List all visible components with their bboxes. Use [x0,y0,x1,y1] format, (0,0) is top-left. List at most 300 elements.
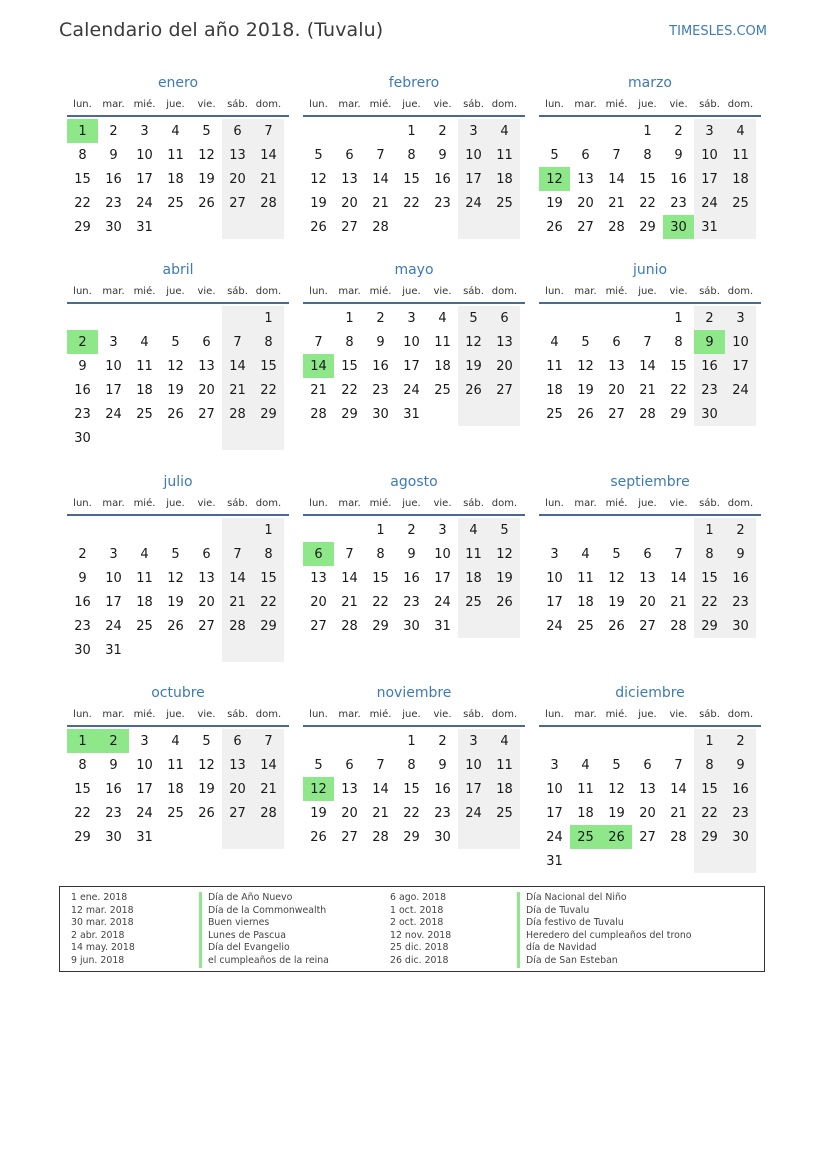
day-cell: 28 [372,829,389,845]
weekday-label: lun. [545,497,564,509]
day-cell: 25 [489,801,520,825]
day-cell: 13 [222,753,253,777]
day-cell: 10 [725,330,756,354]
weekday-label: vie. [197,98,216,110]
empty-day-cell [570,306,601,330]
empty-day-cell [489,215,520,239]
weekday-label: mié. [605,285,628,297]
month-name: marzo [628,75,672,91]
day-cell: 30 [725,825,756,849]
day-cell: 18 [489,167,520,191]
empty-day-cell [601,518,632,542]
day-cell: 15 [403,171,420,187]
page-title: Calendario del año 2018. (Tuvalu) [59,19,384,41]
day-cell: 16 [74,594,91,610]
weekday-label: dom. [255,708,282,720]
legend-holiday-name: día de Navidad [517,942,692,955]
day-cell: 6 [222,119,253,143]
empty-day-cell [601,849,632,873]
empty-day-cell [129,306,160,330]
weekday-header [539,703,761,727]
day-cell: 24 [694,191,725,215]
legend-holiday-name: Día de San Esteban [517,955,692,968]
day-cell: 4 [489,729,520,753]
empty-day-cell [191,638,222,662]
day-cell: 20 [341,805,358,821]
empty-day-cell [160,215,191,239]
day-cell: 7 [253,729,284,753]
day-cell: 12 [608,570,625,586]
day-cell: 29 [694,825,725,849]
day-cell: 7 [376,147,385,163]
day-cell: 16 [694,354,725,378]
weekday-label: mar. [574,497,597,509]
day-cell: 25 [546,406,563,422]
day-cell: 2 [694,306,725,330]
day-cell: 13 [341,171,358,187]
day-cell: 3 [109,334,118,350]
empty-day-cell [570,119,601,143]
empty-day-cell [663,518,694,542]
day-cell: 17 [546,594,563,610]
empty-day-cell [222,215,253,239]
month-noviembre [303,683,525,849]
empty-day-cell [129,638,160,662]
day-cell: 15 [74,781,91,797]
day-cell: 6 [643,546,652,562]
day-cell: 29 [639,219,656,235]
day-cell: 28 [222,614,253,638]
day-cell: 27 [341,219,358,235]
month-name: agosto [390,474,438,490]
day-cell: 16 [725,777,756,801]
day-cell: 31 [403,406,420,422]
day-cell: 11 [577,570,594,586]
day-cell: 9 [438,147,447,163]
day-cell: 22 [639,195,656,211]
day-cell: 15 [372,570,389,586]
day-cell: 8 [253,330,284,354]
legend-dates-left [71,892,135,968]
day-grid [303,117,525,239]
day-cell: 15 [694,566,725,590]
weekday-label: mié. [605,497,628,509]
legend-dates-right [390,892,451,968]
day-cell: 18 [434,358,451,374]
day-cell: 1 [253,518,284,542]
day-cell: 13 [341,781,358,797]
weekday-label: mié. [369,285,392,297]
day-cell: 6 [612,334,621,350]
day-cell: 9 [438,757,447,773]
empty-day-cell [222,306,253,330]
day-cell: 25 [167,805,184,821]
day-cell: 18 [136,594,153,610]
day-cell: 3 [438,522,447,538]
day-cell: 2 [78,546,87,562]
weekday-label: jue. [638,497,657,509]
weekday-label: dom. [255,98,282,110]
site-link[interactable]: TIMESLES.COM [669,24,767,39]
empty-day-cell [489,825,520,849]
month-name: febrero [388,75,440,91]
legend-holiday-name: Día del Evangelio [199,942,329,955]
day-cell: 10 [434,546,451,562]
day-cell: 24 [105,406,122,422]
day-cell: 26 [577,406,594,422]
day-cell: 21 [341,594,358,610]
month-name: julio [163,474,193,490]
day-cell: 13 [489,330,520,354]
day-cell: 17 [546,805,563,821]
holiday-day-cell: 2 [67,330,98,354]
weekday-label: mar. [102,285,125,297]
day-cell: 29 [372,618,389,634]
day-cell: 28 [670,829,687,845]
weekday-header [539,492,761,516]
empty-day-cell [539,729,570,753]
day-cell: 21 [372,195,389,211]
day-cell: 29 [253,402,284,426]
day-cell: 27 [608,406,625,422]
day-cell: 2 [725,518,756,542]
day-cell: 21 [222,378,253,402]
day-cell: 23 [725,801,756,825]
day-cell: 7 [222,542,253,566]
day-cell: 2 [674,123,683,139]
day-cell: 20 [489,354,520,378]
day-cell: 22 [341,382,358,398]
day-cell: 23 [105,805,122,821]
day-cell: 15 [670,358,687,374]
day-cell: 22 [403,805,420,821]
day-cell: 6 [581,147,590,163]
weekday-label: vie. [669,98,688,110]
weekday-label: mié. [605,98,628,110]
weekday-label: mar. [102,98,125,110]
weekday-label: jue. [166,98,185,110]
empty-day-cell [160,426,191,450]
weekday-label: mié. [133,497,156,509]
holiday-day-cell: 26 [601,825,632,849]
month-name: septiembre [610,474,690,490]
day-cell: 22 [694,801,725,825]
weekday-label: vie. [433,285,452,297]
day-cell: 30 [725,614,756,638]
day-cell: 7 [674,757,683,773]
day-cell: 11 [136,358,153,374]
month-septiembre [539,472,761,638]
day-cell: 4 [171,123,180,139]
weekday-label: vie. [197,497,216,509]
day-cell: 17 [694,167,725,191]
empty-day-cell [191,518,222,542]
day-cell: 14 [372,781,389,797]
day-cell: 1 [407,123,416,139]
day-cell: 22 [372,594,389,610]
legend-date: 25 dic. 2018 [390,942,449,954]
day-cell: 28 [639,406,656,422]
legend-date: 30 mar. 2018 [71,917,134,929]
day-cell: 27 [198,406,215,422]
empty-day-cell [570,729,601,753]
weekday-label: sáb. [463,98,484,110]
day-grid [67,727,289,849]
day-cell: 24 [136,805,153,821]
weekday-label: dom. [491,98,518,110]
weekday-label: lun. [309,285,328,297]
day-cell: 26 [167,406,184,422]
day-cell: 17 [434,570,451,586]
day-cell: 6 [202,334,211,350]
day-cell: 19 [310,195,327,211]
weekday-label: mié. [133,708,156,720]
weekday-label: sáb. [699,98,720,110]
day-cell: 28 [310,406,327,422]
empty-day-cell [191,825,222,849]
empty-day-cell [160,825,191,849]
legend-holiday-name: Día festivo de Tuvalu [517,917,692,930]
day-cell: 25 [725,191,756,215]
day-cell: 17 [136,171,153,187]
month-agosto [303,472,525,638]
day-cell: 11 [577,781,594,797]
day-cell: 21 [670,594,687,610]
day-cell: 10 [105,358,122,374]
day-cell: 23 [725,590,756,614]
weekday-label: sáb. [227,497,248,509]
weekday-label: dom. [727,285,754,297]
weekday-header [539,280,761,304]
legend-holiday-name: Buen viernes [199,917,329,930]
day-cell: 5 [612,757,621,773]
day-cell: 13 [577,171,594,187]
day-cell: 24 [434,594,451,610]
day-cell: 5 [171,334,180,350]
day-cell: 23 [670,195,687,211]
day-cell: 9 [725,542,756,566]
day-cell: 31 [546,853,563,869]
day-cell: 24 [546,618,563,634]
day-cell: 15 [639,171,656,187]
weekday-label: dom. [491,708,518,720]
day-cell: 4 [581,546,590,562]
day-cell: 16 [74,382,91,398]
empty-day-cell [253,215,284,239]
day-cell: 30 [74,430,91,446]
weekday-label: vie. [669,497,688,509]
empty-day-cell [303,729,334,753]
day-cell: 12 [489,542,520,566]
weekday-label: lun. [73,497,92,509]
day-cell: 3 [694,119,725,143]
day-cell: 23 [74,618,91,634]
weekday-label: mar. [574,285,597,297]
day-cell: 8 [345,334,354,350]
day-cell: 21 [639,382,656,398]
weekday-label: jue. [638,285,657,297]
empty-day-cell [160,306,191,330]
empty-day-cell [489,614,520,638]
day-cell: 19 [608,805,625,821]
day-cell: 10 [136,147,153,163]
empty-day-cell [98,518,129,542]
day-cell: 17 [136,781,153,797]
weekday-label: mié. [605,708,628,720]
day-cell: 8 [407,757,416,773]
day-cell: 21 [372,805,389,821]
weekday-label: jue. [638,708,657,720]
weekday-label: mar. [102,708,125,720]
day-cell: 16 [725,566,756,590]
empty-day-cell [67,518,98,542]
day-cell: 27 [639,618,656,634]
holiday-legend [59,886,765,972]
holiday-day-cell: 6 [303,542,334,566]
day-cell: 18 [489,777,520,801]
weekday-label: sáb. [463,497,484,509]
legend-date: 2 oct. 2018 [390,917,444,929]
day-cell: 9 [78,358,87,374]
day-cell: 14 [372,171,389,187]
day-cell: 20 [198,382,215,398]
weekday-label: vie. [197,285,216,297]
day-cell: 26 [167,618,184,634]
weekday-label: dom. [727,98,754,110]
weekday-label: sáb. [699,708,720,720]
weekday-header [67,703,289,727]
empty-day-cell [98,306,129,330]
day-cell: 13 [639,570,656,586]
month-name: abril [162,262,194,278]
day-cell: 18 [725,167,756,191]
day-cell: 7 [345,546,354,562]
weekday-label: mar. [338,497,361,509]
weekday-label: jue. [402,98,421,110]
day-cell: 26 [310,829,327,845]
day-cell: 2 [438,123,447,139]
month-name: enero [157,75,199,91]
day-cell: 4 [725,119,756,143]
day-cell: 15 [403,781,420,797]
empty-day-cell [570,518,601,542]
weekday-header [67,280,289,304]
day-cell: 12 [310,171,327,187]
day-cell: 14 [253,753,284,777]
empty-day-cell [222,426,253,450]
legend-names-left [199,892,329,968]
month-name: octubre [151,685,205,701]
day-cell: 13 [198,358,215,374]
day-cell: 9 [109,147,118,163]
day-cell: 24 [458,801,489,825]
day-cell: 12 [198,147,215,163]
day-cell: 19 [577,382,594,398]
holiday-day-cell: 9 [694,330,725,354]
day-cell: 12 [608,781,625,797]
day-cell: 18 [167,781,184,797]
day-cell: 27 [639,829,656,845]
day-cell: 9 [78,570,87,586]
day-cell: 16 [434,781,451,797]
day-cell: 29 [341,406,358,422]
day-cell: 21 [670,805,687,821]
day-cell: 23 [74,406,91,422]
holiday-day-cell: 25 [570,825,601,849]
day-cell: 2 [407,522,416,538]
empty-day-cell [334,518,365,542]
empty-day-cell [191,215,222,239]
day-cell: 6 [202,546,211,562]
empty-day-cell [489,402,520,426]
day-cell: 27 [222,191,253,215]
day-cell: 14 [341,570,358,586]
day-cell: 18 [546,382,563,398]
month-mayo [303,260,525,426]
day-cell: 3 [407,310,416,326]
weekday-label: jue. [402,285,421,297]
day-cell: 26 [546,219,563,235]
day-cell: 31 [105,642,122,658]
day-cell: 30 [372,406,389,422]
weekday-label: mar. [574,708,597,720]
weekday-label: mar. [338,98,361,110]
day-cell: 13 [608,358,625,374]
day-cell: 26 [198,195,215,211]
day-cell: 20 [222,167,253,191]
day-grid [539,304,761,426]
weekday-label: dom. [727,497,754,509]
day-cell: 3 [109,546,118,562]
month-junio [539,260,761,426]
month-julio [67,472,289,662]
weekday-label: sáb. [227,708,248,720]
empty-day-cell [334,729,365,753]
day-cell: 18 [577,805,594,821]
month-diciembre [539,683,761,873]
day-cell: 14 [608,171,625,187]
month-name: noviembre [376,685,452,701]
day-cell: 6 [222,729,253,753]
day-cell: 5 [458,306,489,330]
day-cell: 4 [550,334,559,350]
day-cell: 8 [78,757,87,773]
day-cell: 19 [198,171,215,187]
day-cell: 1 [253,306,284,330]
empty-day-cell [601,119,632,143]
weekday-label: mié. [369,497,392,509]
legend-date: 26 dic. 2018 [390,954,449,966]
weekday-header [303,280,525,304]
day-cell: 7 [253,119,284,143]
weekday-label: mar. [102,497,125,509]
day-cell: 10 [458,143,489,167]
day-cell: 14 [253,143,284,167]
empty-day-cell [222,638,253,662]
day-cell: 2 [438,733,447,749]
day-cell: 7 [222,330,253,354]
day-cell: 3 [140,733,149,749]
day-cell: 17 [458,167,489,191]
empty-day-cell [303,306,334,330]
day-cell: 16 [105,781,122,797]
weekday-label: dom. [255,497,282,509]
day-cell: 26 [608,618,625,634]
day-cell: 1 [376,522,385,538]
empty-day-cell [725,849,756,873]
day-grid [67,117,289,239]
day-cell: 22 [694,590,725,614]
